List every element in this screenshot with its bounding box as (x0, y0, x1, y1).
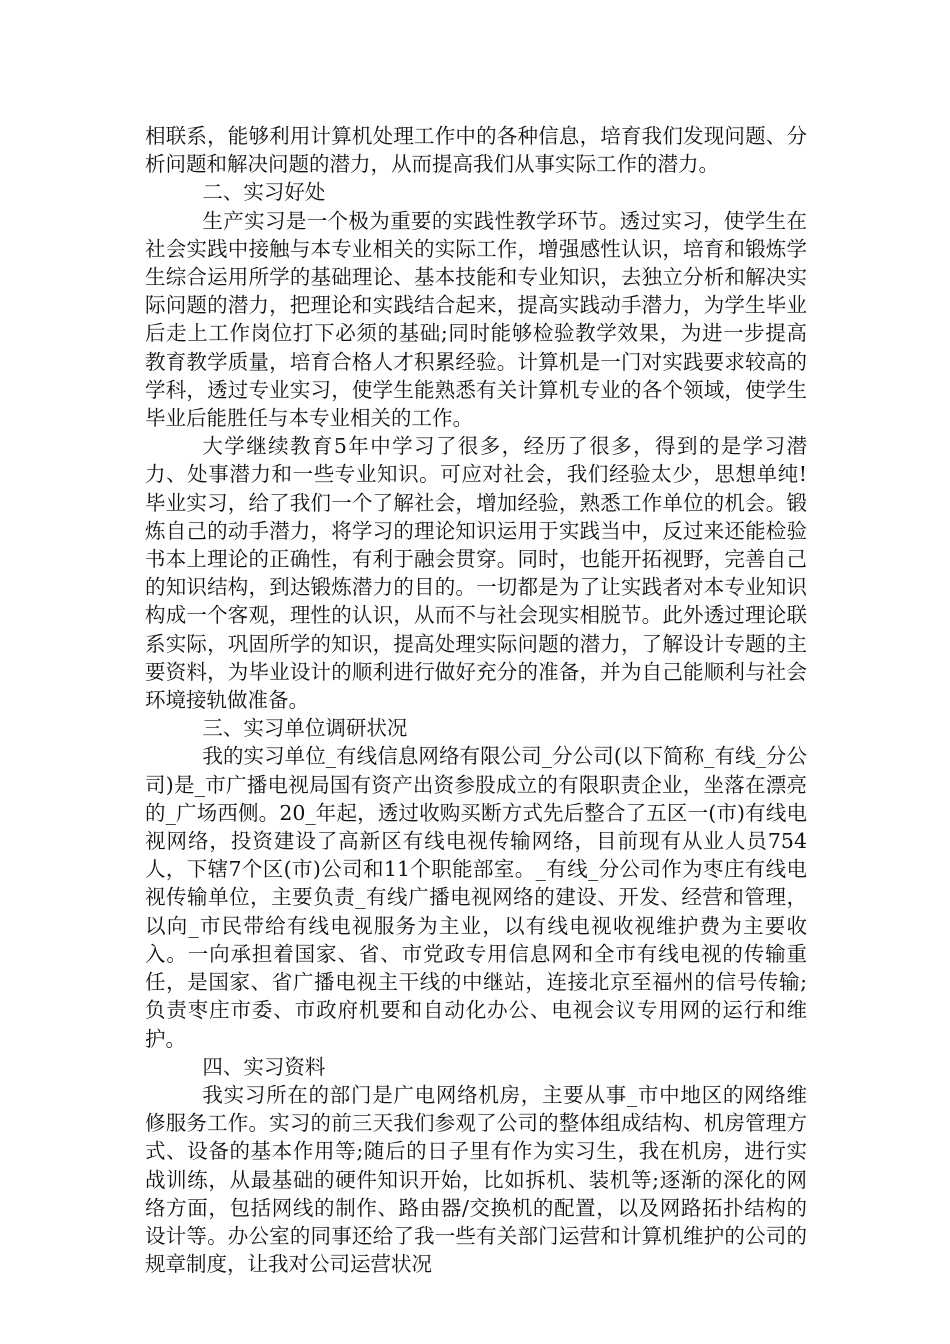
paragraph-benefits: 生产实习是一个极为重要的实践性教学环节。透过实习，使学生在社会实践中接触与本专业相关的实际工作，增强感性认识，培育和锻炼学生综合运用所学的基础理论、基本技能和专业知识，去独立分析和解决实际问题的潜力，把理论和实践结合起来，提高实践动手潜力，为学生毕业后走上工作岗位打下必须的基础;同时能够检验教学效果，为进一步提高教育教学质量，培育合格人才积累经验。计算机是一门对实践要求较高的学科，透过专业实习，使学生能熟悉有关计算机专业的各个领域，使学生毕业后能胜任与本专业相关的工作。 (145, 208, 807, 431)
paragraph-experience: 大学继续教育5年中学习了很多，经历了很多，得到的是学习潜力、处事潜力和一些专业知识。可应对社会，我们经验太少，思想单纯!毕业实习，给了我们一个了解社会，增加经验，熟悉工作单位的机会。锻炼自己的动手潜力，将学习的理论知识运用于实践当中，反过来还能检验书本上理论的正确性，有利于融会贯穿。同时，也能开拓视野，完善自己的知识结构，到达锻炼潜力的目的。一切都是为了让实践者对本专业知识构成一个客观，理性的认识，从而不与社会现实相脱节。此外透过理论联系实际，巩固所学的知识，提高处理实际问题的潜力，了解设计专题的主要资料，为毕业设计的顺利进行做好充分的准备，并为自己能顺利与社会环境接轨做准备。 (145, 434, 807, 713)
paragraph-continuation: 相联系，能够利用计算机处理工作中的各种信息，培育我们发现问题、分析问题和解决问题的潜力，从而提高我们从事实际工作的潜力。 (145, 124, 807, 177)
paragraph-unit-survey: 我的实习单位_有线信息网络有限公司_分公司(以下简称_有线_分公司)是_市广播电视局国有资产出资参股成立的有限职责企业，坐落在漂亮的_广场西侧。20_年起，透过收购买断方式先后整合了五区一(市)有线电视网络，投资建设了高新区有线电视传输网络，目前现有从业人员754人，下辖7个区(市)公司和11个职能部室。_有线_分公司作为枣庄有线电视传输单位，主要负责_有线广播电视网络的建设、开发、经营和管理，以向_市民带给有线电视服务为主业，以有线电视收视维护费为主要收入。一向承担着国家、省、市党政专用信息网和全市有线电视的传输重任，是国家、省广播电视主干线的中继站，连接北京至福州的信号传输;负责枣庄市委、市政府机要和自动化办公、电视会议专用网的运行和维护。 (145, 744, 807, 1051)
section-heading-materials: 四、实习资料 (202, 1054, 326, 1079)
document-body (145, 122, 807, 1278)
section-heading-unit-survey: 三、实习单位调研状况 (202, 716, 408, 741)
section-heading-benefits: 二、实习好处 (202, 180, 326, 205)
paragraph-materials: 我实习所在的部门是广电网络机房，主要从事_市中地区的网络维修服务工作。实习的前三天我们参观了公司的整体组成结构、机房管理方式、设备的基本作用等;随后的日子里有作为实习生，我在机房，进行实战训练，从最基础的硬件知识开始，比如拆机、装机等;逐渐的深化的网络方面，包括网线的制作、路由器/交换机的配置，以及网路拓扑结构的设计等。办公室的同事还给了我一些有关部门运营和计算机维护的公司的规章制度，让我对公司运营状况 (145, 1082, 807, 1277)
